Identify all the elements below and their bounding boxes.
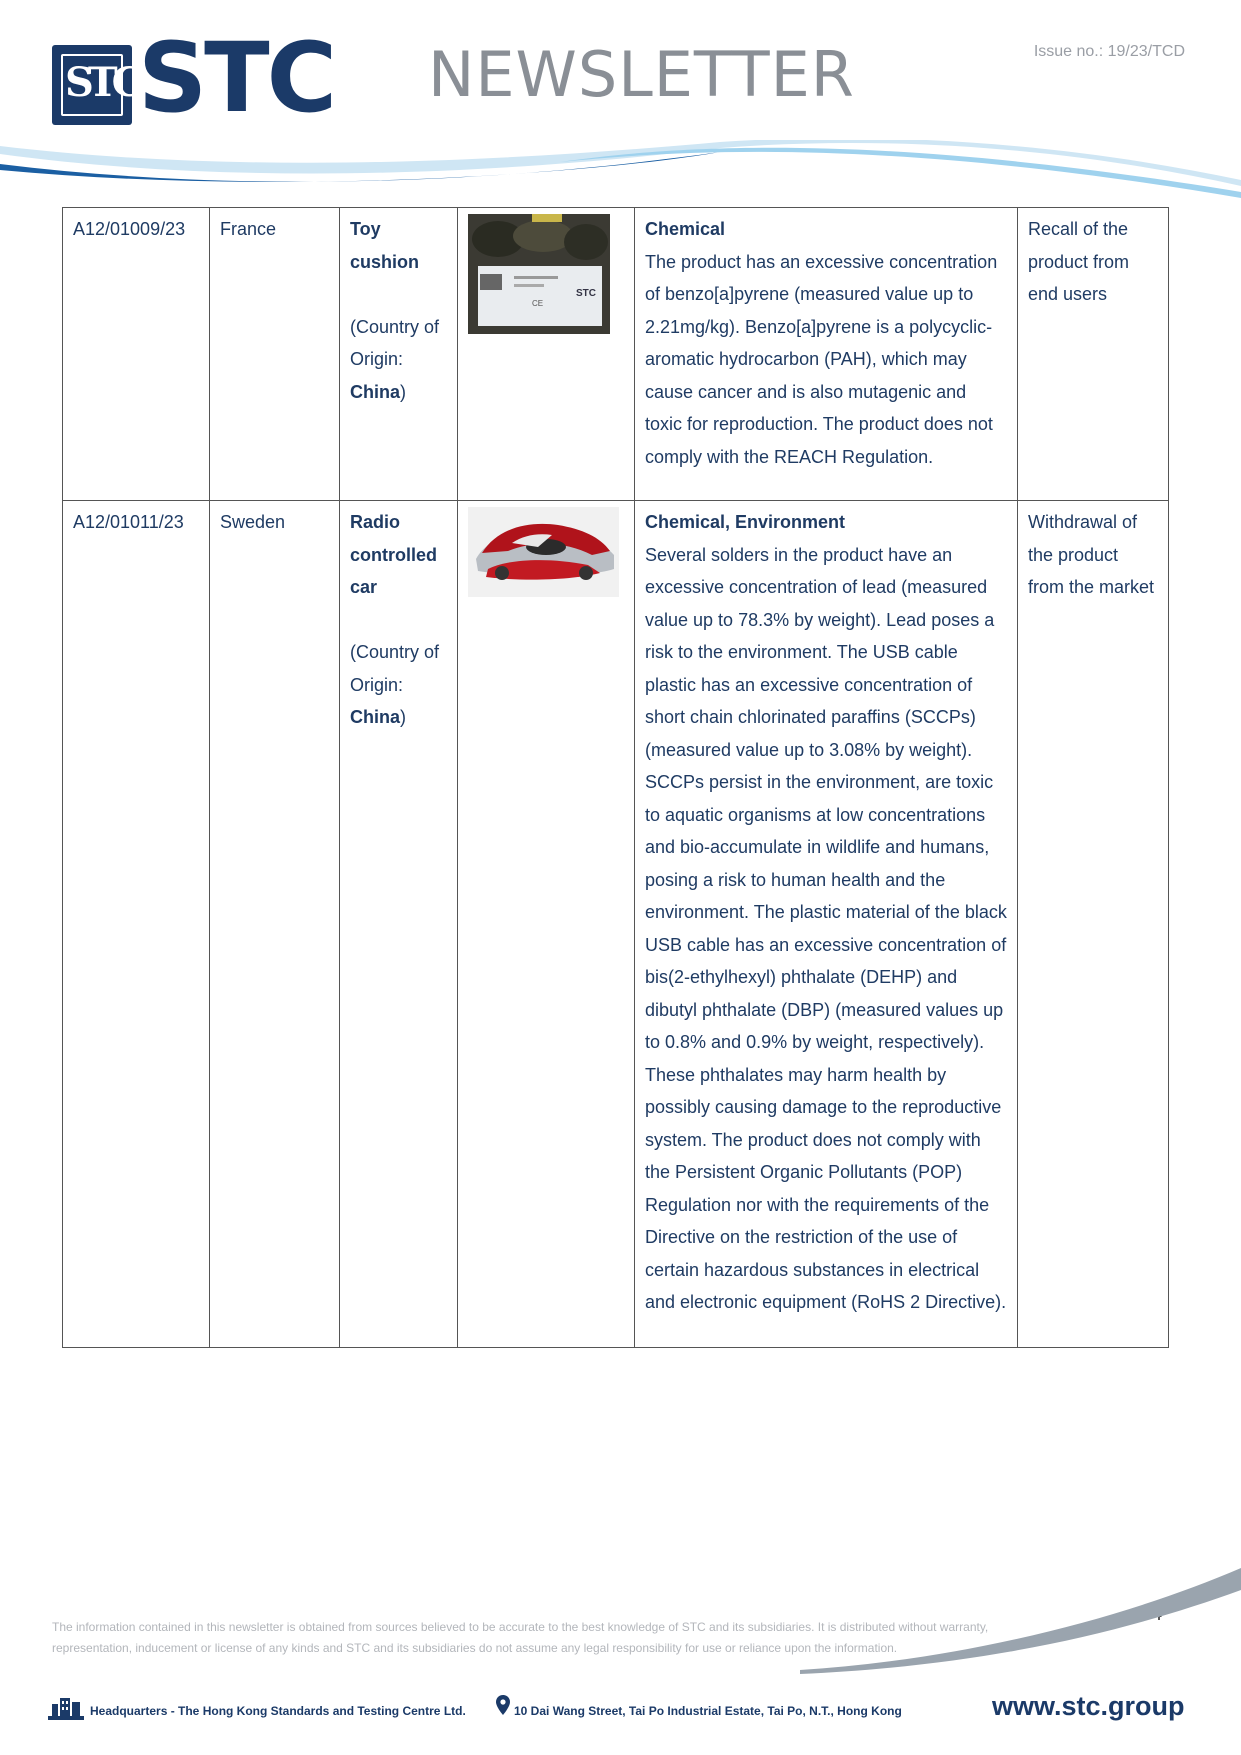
- disclaimer: The information contained in this newsletter is obtained from sources believed to be accurate to the best knowledge of STC and its subsidiaries. It is distributed without warranty, representation, inducement or license of any kinds and STC and its subsidiaries do not assume any legal responsibility for use or reliance upon the information.: [52, 1620, 989, 1655]
- risk-cell: [635, 208, 1018, 501]
- risk-type: Chemical, Environment: [645, 512, 846, 532]
- notifying-country: Sweden: [210, 501, 340, 1348]
- building-icon: [48, 1696, 84, 1720]
- origin-prefix: (Country of Origin:: [350, 642, 440, 695]
- rapex-table: [62, 207, 1169, 1348]
- risk-cell: [635, 501, 1018, 1348]
- origin-prefix: (Country of Origin:: [350, 316, 440, 369]
- stc-logo-mark: [52, 45, 138, 125]
- footer-bar: [48, 1691, 1198, 1724]
- product-cell: [340, 208, 458, 501]
- location-pin-icon: [496, 1695, 510, 1715]
- product-cell: [340, 501, 458, 1348]
- rc-car-photo: [468, 507, 619, 597]
- risk-type: Chemical: [645, 219, 726, 239]
- origin-suffix: ): [400, 381, 407, 402]
- hq-label: Headquarters - The Hong Kong Standards and Testing Centre Ltd.: [90, 1704, 466, 1718]
- svg-text:STC: STC: [576, 288, 596, 299]
- page-header: [0, 0, 1241, 200]
- website-link[interactable]: www.stc.group: [992, 1691, 1185, 1721]
- ref-number: A12/01011/23: [63, 501, 210, 1348]
- notifying-country: France: [210, 208, 340, 501]
- product-image-cell: [458, 208, 635, 501]
- table-row: [63, 208, 1169, 501]
- toy-cushion-photo: [468, 214, 610, 334]
- product-image-cell: [458, 501, 635, 1348]
- measure-taken: Recall of the product from end users: [1018, 208, 1169, 501]
- origin-country: China: [350, 381, 401, 402]
- stc-logo-glyph: STC: [65, 59, 138, 106]
- newsletter-title: NEWSLETTER: [428, 38, 855, 111]
- ref-number: A12/01009/23: [63, 208, 210, 501]
- header-swoosh: [0, 140, 1241, 200]
- issue-number: Issue no.: 19/23/TCD: [1033, 43, 1185, 60]
- svg-text:CE: CE: [532, 299, 544, 308]
- origin-country: China: [350, 707, 401, 727]
- hq-address: 10 Dai Wang Street, Tai Po Industrial Estate, Tai Po, N.T., Hong Kong: [514, 1704, 902, 1718]
- risk-description: Several solders in the product have an excessive concentration of lead (measured value up to 78.3% by weight). Lead poses a risk to the environment. The USB cable plastic has an excessive concentration of short chain chlorinated paraffins (SCCPs) (measured value up to 3.08% by weight). SCCPs persist in the environment, are toxic to aquatic organisms at low concentrations and bio-accumulate in wildlife and humans, posing a risk to human health and the environment. The plastic material of the black USB cable has an excessive concentration of bis(2-ethylhexyl) phthalate (DEHP) and dibutyl phthalate (DBP) (measured values up to 0.8% and 0.9% by weight, respectively). These phthalates may harm health by possibly causing damage to the reproductive system. The product does not comply with the Persistent Organic Pollutants (POP) Regulation nor with the requirements of the Directive on the restriction of the use of certain hazardous substances in electrical and electronic equipment (RoHS 2 Directive).: [645, 544, 1007, 1312]
- table-row: [63, 501, 1169, 1348]
- origin-suffix: ): [400, 707, 407, 727]
- measure-taken: Withdrawal of the product from the market: [1018, 501, 1169, 1348]
- stc-logo-text: STC: [138, 22, 335, 134]
- product-name: Radio controlled car: [350, 512, 438, 597]
- product-name: Toy cushion: [350, 219, 420, 272]
- risk-description: The product has an excessive concentration of benzo[a]pyrene (measured value up to 2.21mg/kg). Benzo[a]pyrene is a polycyclic-aromatic hydrocarbon (PAH), which may cause cancer and is also mutagenic and toxic for reproduction. The product does not comply with the REACH Regulation.: [645, 251, 998, 467]
